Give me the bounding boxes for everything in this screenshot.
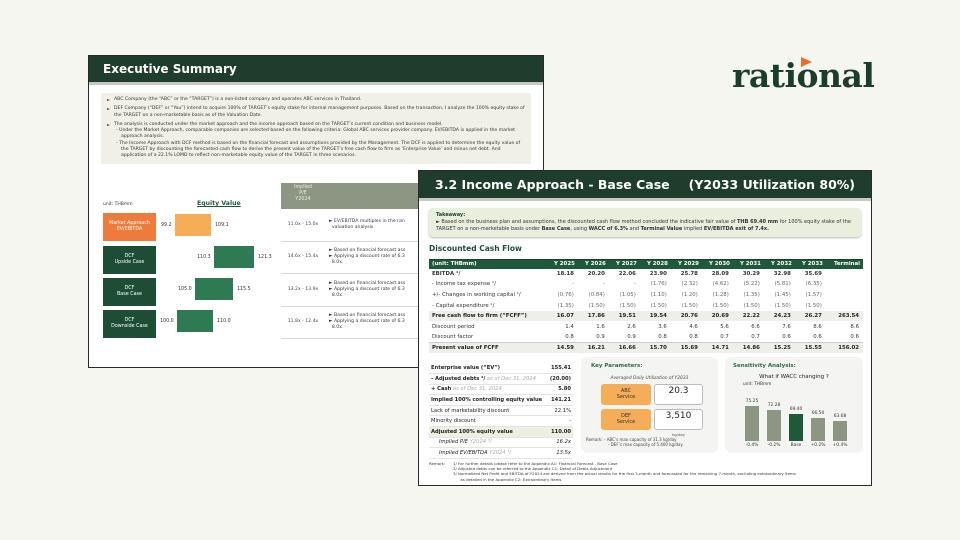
takeaway-box: Takeaway: ► Based on the business plan and assumptions, the discounted cash flow method concluded the indicative fair value of THB 69.40 mm for 100% equity stake of the TARGET on a non-marketable basis under Base Case, using WACC of 6.3% and Terminal Value implied EV/EBITDA exit of 7.4x. bbox=[429, 208, 861, 237]
slide-subtitle: (Y2033 Utilization 80%) bbox=[688, 177, 855, 192]
equity-row: - Adjusted debts ²/ as of Dec 31, 2024 (20.00) bbox=[429, 374, 573, 385]
range-low: 110.3 bbox=[197, 255, 211, 260]
def-service-label: DEF Service bbox=[601, 409, 651, 430]
range-high: 109.1 bbox=[215, 223, 229, 228]
takeaway-label: Takeaway: bbox=[436, 212, 466, 218]
case-label-downside: DCF Downside Case bbox=[103, 310, 156, 338]
dcf-row: Present value of FCFF 14.59 16.21 16.66 15.70 15.69 14.71 14.86 15.25 15.55 156.02 bbox=[429, 343, 863, 354]
equity-row: Implied P/E Y2024 ³/ 16.2x bbox=[429, 437, 573, 448]
summary-bullet: ► DEF Company (“DEF” or “You”) intend to acquire 100% of TARGET’s equity stake for internal management purposes. Based on the transaction, I analyze the 100% equity stake of the TARGET on a non-marketable basis as of the Valuation Date. bbox=[107, 106, 525, 119]
case-label-market: Market Approach EV/EBITDA bbox=[103, 213, 156, 241]
summary-sub-bullet: - Under the Market Approach, comparable companies are selected based on the following criteria: Global ABC services provider company. EV/EBITDA is applied in the market approach analysis. bbox=[116, 128, 515, 140]
slide-header bbox=[89, 56, 543, 85]
slide-title: Executive Summary bbox=[103, 62, 237, 76]
table-row: 14.6x - 15.4x ► Based on financial forecast ass ► Applying a discount rate of 6.3 8.0x. bbox=[281, 242, 545, 275]
equity-row: Enterprise value (“EV”) 155.41 bbox=[429, 363, 573, 374]
table-row: 11.8x - 12.4x ► Based on financial forecast ass ► Applying a discount rate of 6.3 8.0x. bbox=[281, 307, 545, 340]
range-low: 100.0 bbox=[160, 319, 174, 324]
dcf-table bbox=[429, 259, 863, 353]
sensitivity-bar bbox=[745, 406, 759, 441]
dcf-row: +/- Changes in working capital ¹/ (0.76) (0.84) (1.05) (1.10) (1.20) (1.28) (1.35) (1.45) (1.57) bbox=[432, 291, 822, 298]
def-service-value: 3,510 kg/day bbox=[654, 409, 703, 430]
equity-row: + Cash as of Dec 31, 2024 5.80 bbox=[429, 384, 573, 395]
equity-row: Implied 100% controlling equity value 141.21 bbox=[429, 395, 573, 406]
sensitivity-bar bbox=[833, 421, 847, 441]
logo-text: rational bbox=[732, 56, 875, 95]
equity-row: Minority discount - bbox=[429, 416, 573, 427]
summary-box bbox=[101, 93, 531, 164]
bar-value: 66.50 bbox=[811, 411, 825, 416]
bar-value: 63.68 bbox=[833, 414, 847, 419]
bar-category: -0.2% bbox=[767, 443, 781, 448]
summary-bullet: ► ABC Company (the “ABC” or the “TARGET”) is a non-listed company and operates ABC services in Thailand. bbox=[107, 97, 525, 103]
equity-row: Implied EV/EBITDA Y2024 ³/ 13.5x bbox=[429, 448, 573, 459]
abc-service-value: 20.3 bbox=[654, 384, 703, 405]
table-row: 13.2x - 13.9x ► Based on financial forecast ass ► Applying a discount rate of 6.3 8.0x. bbox=[281, 274, 545, 307]
range-high: 110.0 bbox=[217, 319, 231, 324]
bar-value: 75.25 bbox=[745, 399, 759, 404]
bar-category: Base bbox=[790, 443, 802, 448]
range-low: 99.2 bbox=[161, 223, 172, 228]
dcf-row: - Income tax expense ¹/ - - - (1.76) (2.32) (4.62) (5.22) (5.81) (6.35) bbox=[432, 281, 822, 288]
range-bar bbox=[175, 214, 211, 236]
bar-value: 69.40 bbox=[789, 407, 803, 412]
range-bar bbox=[195, 278, 233, 300]
dcf-row: Discount period 1.4 1.6 2.6 3.6 4.6 5.6 6.6 7.6 8.6 8.6 bbox=[432, 323, 859, 330]
range-bar bbox=[214, 246, 254, 268]
abc-service-label: ABC Service bbox=[601, 384, 651, 405]
summary-sub-bullet: - The Income Approach with DCF method is based on the financial forecast and assumptions provided by the Management. The DCF is applied to determine the equity value of the TARGET by discounting the forecasted cash flow to derive the present value of the TARGET’s free cash flow to firm as ‘Enterprise Value’ and minus net debt. And application of a 22.1% LOMD to reflect non-marketable equity value of the TARGET in three scenarios. bbox=[116, 140, 521, 159]
bar-category: +0.2% bbox=[810, 443, 826, 448]
dcf-row: - Capital expenditure ¹/ (1.35) (1.50) (1.50) (1.50) (1.50) (1.50) (1.50) (1.50) (1.50) bbox=[432, 302, 822, 309]
remarks: Remark: 1/ For further details please refer to the Appendix A1: Financial Forecast - Base Case 2/ Adjusted debts can be referred to the Appendix C1: Detail of Debts Adjustment 3/ Normalized Net Profit and EBITDA of Y2024 are derived from the actual results for the first 5-month and forecasted for the remaining 7-month, excluding extraordinary items as detailed in the Appendix C2: Extraordinary Items bbox=[429, 461, 796, 482]
range-low: 105.0 bbox=[178, 287, 192, 292]
flag-icon bbox=[801, 57, 812, 67]
bar-category: +0.4% bbox=[832, 443, 848, 448]
sensitivity-bar bbox=[767, 410, 781, 441]
key-params-remark: Remark: - ABC’s max capacity of 31.3 kg/day - DEF’s max capacity of 5,400 kg/day bbox=[586, 437, 683, 447]
equity-value-title: Equity Value bbox=[197, 200, 241, 207]
bar-value: 72.28 bbox=[767, 403, 781, 408]
dcf-row: EBITDA ¹/ 18.18 20.20 22.06 23.90 25.78 28.09 30.29 32.98 35.69 bbox=[432, 270, 822, 277]
range-high: 115.5 bbox=[237, 287, 251, 292]
slide-title: 3.2 Income Approach - Base Case bbox=[435, 177, 670, 192]
summary-bullet: ► The analysis is conducted under the market approach and the income approach based on the TARGET’s current condition and business model. bbox=[107, 122, 525, 128]
case-label-base: DCF Base Case bbox=[103, 278, 156, 306]
dcf-title: Discounted Cash Flow bbox=[429, 244, 522, 253]
key-parameters-panel: Key Parameters: Averaged Daily Utilization of Y2033 ABC Service 20.3 DEF Service 3,510 kg/day Remark: - ABC’s max capacity of 31.3 kg/day - DEF’s max capacity of 5,400 kg/day bbox=[581, 357, 718, 453]
bar-category: -0.4% bbox=[745, 443, 759, 448]
income-approach-slide[interactable] bbox=[418, 170, 872, 486]
table-header: Implied P/E Y2024 bbox=[281, 183, 545, 209]
slide-header bbox=[419, 171, 871, 201]
equity-row: Lack of marketability discount 22.1% bbox=[429, 405, 573, 416]
table-row: 11.0x - 15.0x ► EV/EBITDA multiples in the ran valuation analysis. bbox=[281, 209, 545, 242]
unit-label: unit: THBmm bbox=[103, 202, 133, 207]
dcf-row: Free cash flow to firm (“FCFF”) 16.07 17.86 19.51 19.54 20.76 20.69 22.22 24.23 26.27 263.54 bbox=[429, 311, 863, 322]
case-label-upside: DCF Upside Case bbox=[103, 246, 156, 274]
range-high: 121.3 bbox=[258, 255, 272, 260]
sensitivity-bar bbox=[789, 414, 803, 441]
rational-logo bbox=[732, 56, 874, 95]
equity-bridge-table bbox=[429, 363, 573, 459]
equity-row: Adjusted 100% equity value 110.00 bbox=[429, 427, 573, 438]
dcf-row: Discount factor 0.8 0.9 0.9 0.8 0.8 0.7 0.7 0.6 0.6 0.6 bbox=[432, 334, 859, 341]
dcf-header-row: (unit: THBmm) Y 2025 Y 2026 Y 2027 Y 2028 Y 2029 Y 2030 Y 2031 Y 2032 Y 2033 Terminal bbox=[429, 260, 863, 269]
sensitivity-bar bbox=[811, 418, 825, 441]
sensitivity-panel: Sensitivity Analysis: What if WACC changing ? unit: THBmm 75.25 -0.4% 72.28 -0.2% 69.40 Base 66.50 +0.2% 63.68 +0.4% bbox=[725, 357, 863, 453]
range-bar bbox=[177, 310, 213, 332]
